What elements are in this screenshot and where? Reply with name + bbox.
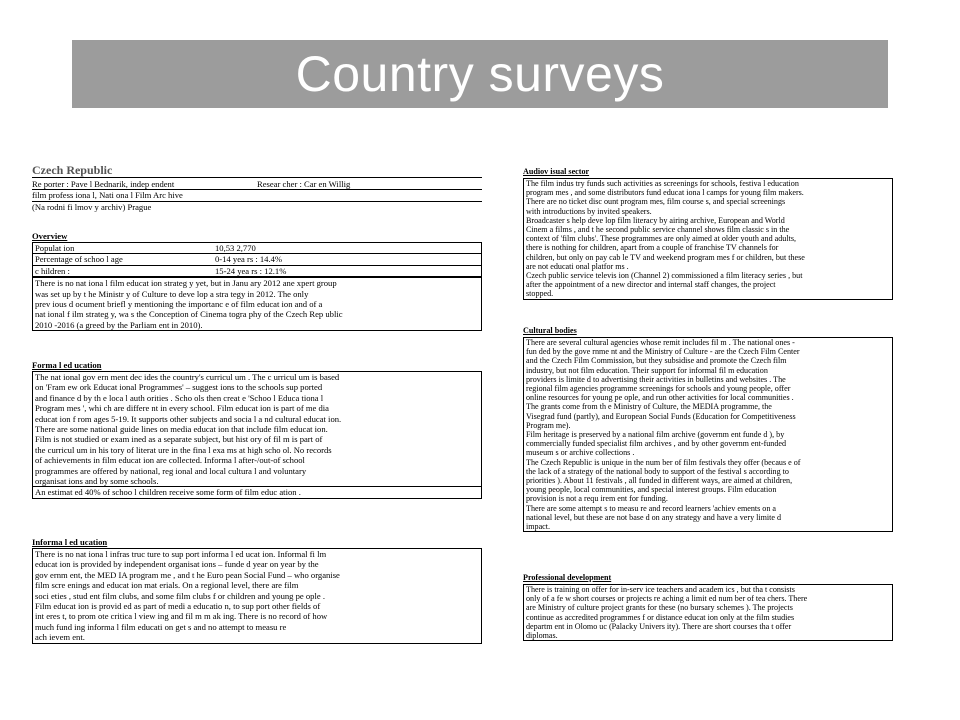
cultural-bodies-heading: Cultural bodies [523, 326, 577, 335]
title-bar [72, 40, 888, 108]
informal-education-section [32, 537, 482, 644]
informal-education-heading: Informa l ed ucation [32, 537, 108, 547]
audiovisual-line: with introductions by invited speakers. [526, 206, 652, 216]
informal-line: ach ievem ent. [35, 632, 85, 643]
reporter-line: (Na rodni fi lmov y archiv) Prague [32, 201, 482, 212]
audiovisual-box [523, 178, 893, 300]
formal-line: Film is not studied or exam ined as a separate subject, but hist ory of fil m is part of [35, 434, 323, 445]
cultural-line: fun ded by the gove rnme nt and the Ministry of Culture - are the Czech Film Center [526, 347, 800, 357]
audiovisual-line: are not educati onal platfor ms . [526, 261, 629, 271]
country-heading: Czech Republic [32, 163, 113, 177]
cultural-line: provision is not a requ irem ent for funding. [526, 494, 668, 504]
cultural-line: There are several cultural agencies whose remit includes fil m . The national ones - [526, 338, 795, 347]
strategy-line: 2010 -2016 (a greed by the Parliam ent in 2010). [35, 319, 203, 330]
professional-development-section [523, 573, 893, 641]
informal-education-box [32, 548, 482, 644]
professional-development-box [523, 584, 893, 641]
audiovisual-line: program mes , and some distributors fund educat iona l camps for young film makers. [526, 188, 804, 198]
strategy-line: prev ious d ocument briefl y mentioning the importanc e of film educat ion and of a [35, 298, 323, 309]
reporter-line: film profess iona l, Nati ona l Film Arc hive [32, 189, 482, 200]
population-label: Populat ion [35, 243, 75, 253]
professional-line: are Ministry of culture project grants for these (no bursary schemes ). The projects [526, 603, 793, 613]
professional-line: There is training on offer for in-serv ice teachers and academ ics , but tha t consists [526, 585, 795, 594]
cultural-line: The Czech Republic is unique in the num ber of film festivals they offer (becaus e of [526, 457, 801, 467]
informal-line: educat ion is provided by independent organisat ions – funde d year on year by the [35, 559, 319, 570]
professional-line: continue as accredited programmes f or distance educat ion only at the film studies [526, 612, 795, 622]
informal-line: gov ernm ent, the MED IA program me , and t he Euro pean Social Fund – who organise [35, 569, 340, 580]
children-value: 15-24 yea rs : 12.1% [215, 265, 287, 276]
audiovisual-line: context of 'film clubs'. These programmes are only aimed at older youth and adults, [526, 234, 797, 244]
strategy-line: was set up by t he Ministr y of Culture to deve lop a stra tegy in 2012. The only [35, 288, 309, 299]
children-row [33, 266, 481, 277]
cultural-line: national level, but these are not base d on any strategy and have a very limite d [526, 512, 782, 522]
formal-line: of achievements in film educat ion are collected. Informa l after-/out-of school [35, 455, 305, 466]
cultural-line: museum s or archive collections . [526, 448, 635, 458]
professional-line: departm ent in Olomo uc (Palacky Univers ity). There are short courses tha t offer [526, 621, 792, 631]
audiovisual-line: after the appointment of a new director and internal staff changes, the project [526, 280, 776, 290]
cultural-line: impact. [526, 522, 551, 532]
overview-heading: Overview [32, 231, 68, 241]
slide-title: Country surveys [295, 46, 665, 102]
informal-line: soci eties , stud ent film clubs, and some film clubs f or children and young pe ople . [35, 590, 325, 601]
formal-line: Program mes ', whi ch are differe nt in every school. Film educat ion is part of me dia [35, 403, 329, 414]
reporter-line: Re porter : Pave l Bednarik, indep endent [32, 179, 175, 189]
audiovisual-section [523, 167, 893, 300]
formal-line: and finance d by th e loca l auth orities . Scho ols then creat e 'Schoo l Educa tiona l [35, 392, 324, 403]
heading-rule [32, 177, 482, 178]
cultural-line: Film heritage is preserved by a national film archive (governm ent funde d ), by [526, 430, 785, 440]
strategy-line: There is no nat iona l film educat ion strateg y yet, but in Janu ary 2012 ane xpert group [35, 278, 337, 289]
cultural-line: Visegrad fund (partly), and European Social Funds (Education for Competitiveness [526, 411, 796, 421]
school-age-row [33, 254, 481, 265]
cultural-line: young people, local communities, and special interest groups. Film education [526, 485, 777, 495]
cultural-line: priorities ). About 11 festivals , all funded in different ways, are aimed at children, [526, 476, 793, 486]
reporter-block [32, 179, 257, 189]
audiovisual-line: stopped. [526, 289, 554, 299]
audiovisual-line: There are no ticket disc ount program mes, film course s, and special screenings [526, 197, 786, 207]
professional-line: only of a fe w short courses or projects re aching a limit ed num ber of tea chers. There [526, 594, 808, 604]
informal-line: film scre enings and educat ion mat erials. On a regional level, there are film [35, 580, 299, 591]
formal-line: the curricul um in his tory of literat ure in the fina l exa ms at high scho ol. No records [35, 444, 332, 455]
strategy-block [33, 277, 481, 330]
cultural-line: regional film agencies programme screenings for schools and young people, offer [526, 384, 791, 394]
audiovisual-line: Czech public service televis ion (Channel 2) commissioned a film literacy series , but [526, 271, 803, 281]
informal-line: int eres t, to prom ote critica l view ing and fil m m ak ing. There is no record of how [35, 611, 328, 622]
informal-line: much fund ing informa l film educati on get s and no attempt to measu re [35, 621, 287, 632]
informal-line: There is no nat iona l infras truc ture to sup port informa l ed ucat ion. Informal fi lm [35, 549, 327, 559]
researcher-line: Resear cher : Car en Willig [257, 179, 351, 189]
population-row [33, 243, 481, 254]
audiovisual-line: Broadcaster s help deve lop film literacy by airing archive, European and World [526, 215, 785, 225]
overview-box [32, 242, 482, 331]
cultural-line: and the Czech Film Commission, but they subsidise and promote the Czech film [526, 356, 787, 366]
professional-development-heading: Professional development [523, 573, 612, 582]
audiovisual-line: children, but only on pay cab le TV and weekend program mes f or children, but these [526, 252, 805, 262]
children-label: c hildren : [35, 265, 70, 276]
cultural-line: There are some attempt s to measu re and record learners 'achiev ements on a [526, 503, 777, 513]
overview-section [32, 231, 482, 331]
professional-line: diplomas. [526, 631, 558, 641]
audiovisual-heading: Audiov isual sector [523, 167, 590, 176]
cultural-line: commercially funded specialist film archives , and by other governm ent-funded [526, 439, 787, 449]
cultural-bodies-box [523, 337, 893, 532]
cultural-line: providers is limite d to advertising their activities in bulletins and websites . The [526, 374, 786, 384]
audiovisual-line: The film indus try funds such activities as screenings for schools, festiva l education [526, 179, 799, 188]
cultural-line: Program me). [526, 420, 571, 430]
cultural-bodies-section [523, 326, 893, 532]
strategy-line: nat ional f ilm strateg y, wa s the Conception of Cinema togra phy of the Czech Rep ublic [35, 309, 343, 320]
formal-line: programmes are offered by national, reg ional and local cultura l and voluntary [35, 465, 307, 476]
informal-line: Film educat ion is provid ed as part of medi a educatio n, to sup port other fields of [35, 601, 321, 612]
reporter-section [32, 179, 482, 212]
reporter-row [32, 179, 482, 189]
formal-line: The nat ional gov ern ment dec ides the country's curricul um . The c urricul um is based [35, 372, 340, 382]
audiovisual-line: there is nothing for children, apart from a couple of franchise TV channels for [526, 243, 779, 253]
population-value: 10,53 2,770 [215, 243, 256, 253]
school-age-label: Percentage of schoo l age [35, 254, 123, 265]
school-age-value: 0-14 yea rs : 14.4% [215, 254, 283, 265]
formal-line: There are some national guide lines on media educat ion that include film educat ion. [35, 424, 328, 435]
formal-line: An estimat ed 40% of schoo l children receive some form of film educ ation . [33, 486, 481, 497]
audiovisual-line: Cinem a films , and t he second public service channel shows film classic s in the [526, 225, 790, 235]
formal-education-box [32, 371, 482, 499]
formal-line: educat ion f rom ages 5-19. It supports other subjects and socia l a nd cultural educat ion. [35, 413, 342, 424]
cultural-line: online resources for young pe ople, and run other activities for local communities . [526, 393, 794, 403]
cultural-line: industry, but not film education. Their support for informal fil m education [526, 365, 768, 375]
formal-line: organisat ions and by some schools. [35, 476, 159, 487]
formal-education-section [32, 360, 482, 499]
cultural-line: The grants come from th e Ministry of Culture, the MEDIA programme, the [526, 402, 772, 412]
formal-line: on 'Fram ew ork Educat ional Programmes' – suggest ions to the schools sup ported [35, 382, 323, 393]
cultural-line: the lack of a strategy of the national body to support of the festival s according to [526, 466, 789, 476]
formal-education-heading: Forma l ed ucation [32, 360, 102, 370]
